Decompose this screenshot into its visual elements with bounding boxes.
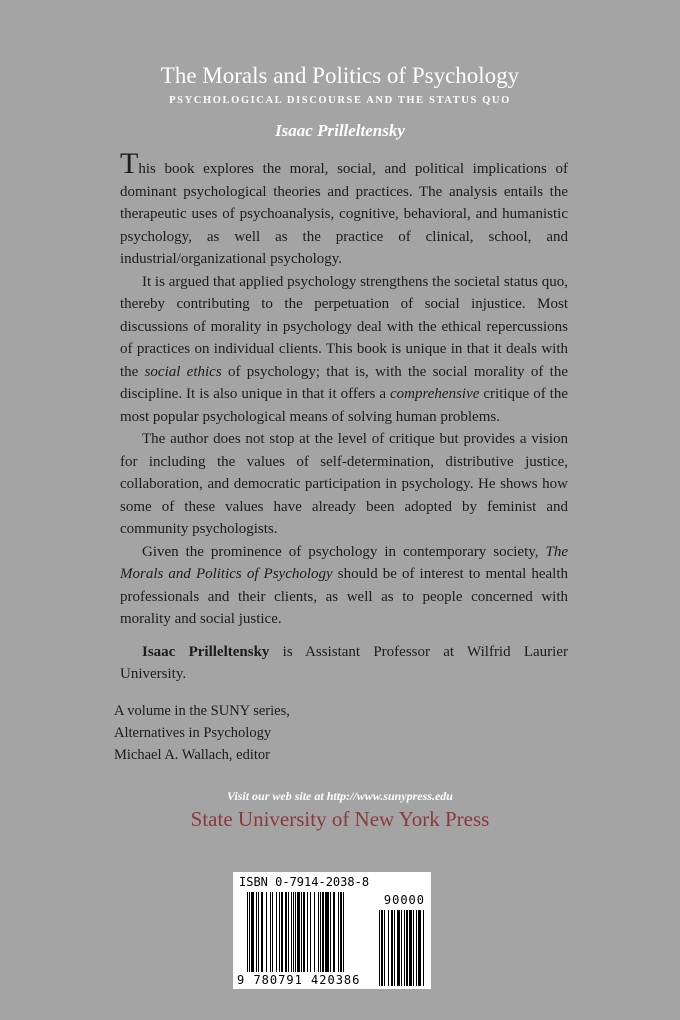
description xyxy=(120,147,569,686)
barcode-bar xyxy=(303,892,305,972)
barcode-bar xyxy=(340,892,342,972)
paragraph-text: his book explores the moral, social, and political implications of dominant psychological theories and practices. The analysis entails the therapeutic uses of psychoanalysis, cognitive, behavioral, and humanistic psychology, as well as the practice of clinical, school, and industrial/organizational psychology. xyxy=(120,161,568,267)
barcode-bar xyxy=(318,892,319,972)
barcode-bar xyxy=(270,892,271,972)
barcode-bar xyxy=(320,892,321,972)
paragraph-text: critique of the most popular psychological means of solving human problems. xyxy=(120,386,569,425)
barcode-bar xyxy=(325,892,329,972)
paragraph-text: should be of interest to mental health professionals and their clients, as well as to people concerned with morality and social justice. xyxy=(120,566,568,627)
series-line: A volume in the SUNY series, xyxy=(114,702,290,719)
barcode-bar xyxy=(276,892,277,972)
barcode-bar xyxy=(291,892,292,972)
barcode-bar xyxy=(330,892,331,972)
barcode-bar xyxy=(247,892,248,972)
price-addon: 90000 xyxy=(383,892,425,907)
barcode-bar xyxy=(413,910,414,986)
paragraph-3: The author does not stop at the level of critique but provides a vision for including the values of self-determination, distributive justice, collaboration, and democratic participation in psychology. He shows how some of these values have already been adopted by feminist and community psychologists. xyxy=(120,431,568,537)
barcode-bar xyxy=(314,892,315,972)
paragraph-4 xyxy=(120,541,568,631)
website-note: Visit our web site at http://www.sunypress.edu xyxy=(227,788,453,803)
barcode-bar xyxy=(249,892,250,972)
barcode-bar xyxy=(388,910,389,986)
publisher-name: State University of New York Press xyxy=(190,806,490,831)
barcode-bar xyxy=(343,892,344,972)
barcode-bar xyxy=(416,910,417,986)
barcode-bar xyxy=(297,892,300,972)
barcode-bar xyxy=(322,892,324,972)
addon-bars xyxy=(379,910,425,986)
barcode-bar xyxy=(258,892,259,972)
barcode-bar xyxy=(404,910,405,986)
barcode-bar xyxy=(409,910,412,986)
barcode-bar xyxy=(384,910,385,986)
book-subtitle: PSYCHOLOGICAL DISCOURSE AND THE STATUS QUO xyxy=(169,95,511,106)
barcode-bar xyxy=(307,892,308,972)
barcode-bar xyxy=(379,910,380,986)
isbn-label: ISBN 0-7914-2038-8 xyxy=(239,874,370,889)
paragraph-text: Given the prominence of psychology in contemporary society, xyxy=(142,543,546,560)
barcode-bar xyxy=(310,892,311,972)
barcode-bar xyxy=(423,910,424,986)
ean-number: 9 780791 420386 xyxy=(237,972,361,987)
barcode-bar xyxy=(394,910,395,986)
emphasis: social ethics xyxy=(144,363,222,380)
barcode-bar xyxy=(333,892,335,972)
paragraph-text: It is argued that applied psychology strengthens the societal status quo, thereby contributing to the perpetuation of social injustice. Most discussions of morality in psychology deal with the ethical repercussions of practices on individual clients. This book is unique in that it deals with the xyxy=(120,273,568,380)
barcode-bar xyxy=(301,892,302,972)
barcode-bar xyxy=(418,910,421,986)
barcode-bar xyxy=(288,892,289,972)
barcode-bar xyxy=(285,892,287,972)
bio-name: Isaac Prilleltensky xyxy=(142,643,270,660)
barcode-bar xyxy=(401,910,402,986)
series-line: Alternatives in Psychology xyxy=(114,724,272,741)
paragraph-2 xyxy=(120,271,568,429)
book-author: Isaac Prilleltensky xyxy=(275,121,405,140)
barcode-bar xyxy=(251,892,254,972)
series-info xyxy=(114,700,680,766)
barcode-bar xyxy=(338,892,339,972)
author-bio xyxy=(120,641,568,686)
emphasis: The Morals and Politics of Psychology xyxy=(120,543,568,582)
ean-bars xyxy=(247,892,373,972)
paragraph-1 xyxy=(120,147,568,271)
barcode-bar xyxy=(293,892,294,972)
book-title: The Morals and Politics of Psychology xyxy=(160,63,520,88)
barcode-bar xyxy=(279,892,280,972)
barcode-bar xyxy=(256,892,257,972)
emphasis: comprehensive xyxy=(389,386,480,402)
series-line: Michael A. Wallach, editor xyxy=(114,746,271,763)
paragraph-text: of psychology; that is, with the social morality of the discipline. It is also unique in that it offers a xyxy=(120,363,569,402)
barcode-bar xyxy=(281,892,283,972)
barcode-bar xyxy=(406,910,408,986)
drop-cap: T xyxy=(120,147,139,180)
bio-text: is Assistant Professor at Wilfrid Laurier University. xyxy=(120,643,568,682)
barcode-bar xyxy=(295,892,296,972)
barcode-bar xyxy=(381,910,383,986)
barcode-bar xyxy=(391,910,393,986)
barcode-bar xyxy=(272,892,273,972)
barcode-bar xyxy=(266,892,267,972)
barcode-bar xyxy=(261,892,263,972)
barcode-bar xyxy=(397,910,400,986)
barcode xyxy=(233,872,431,989)
